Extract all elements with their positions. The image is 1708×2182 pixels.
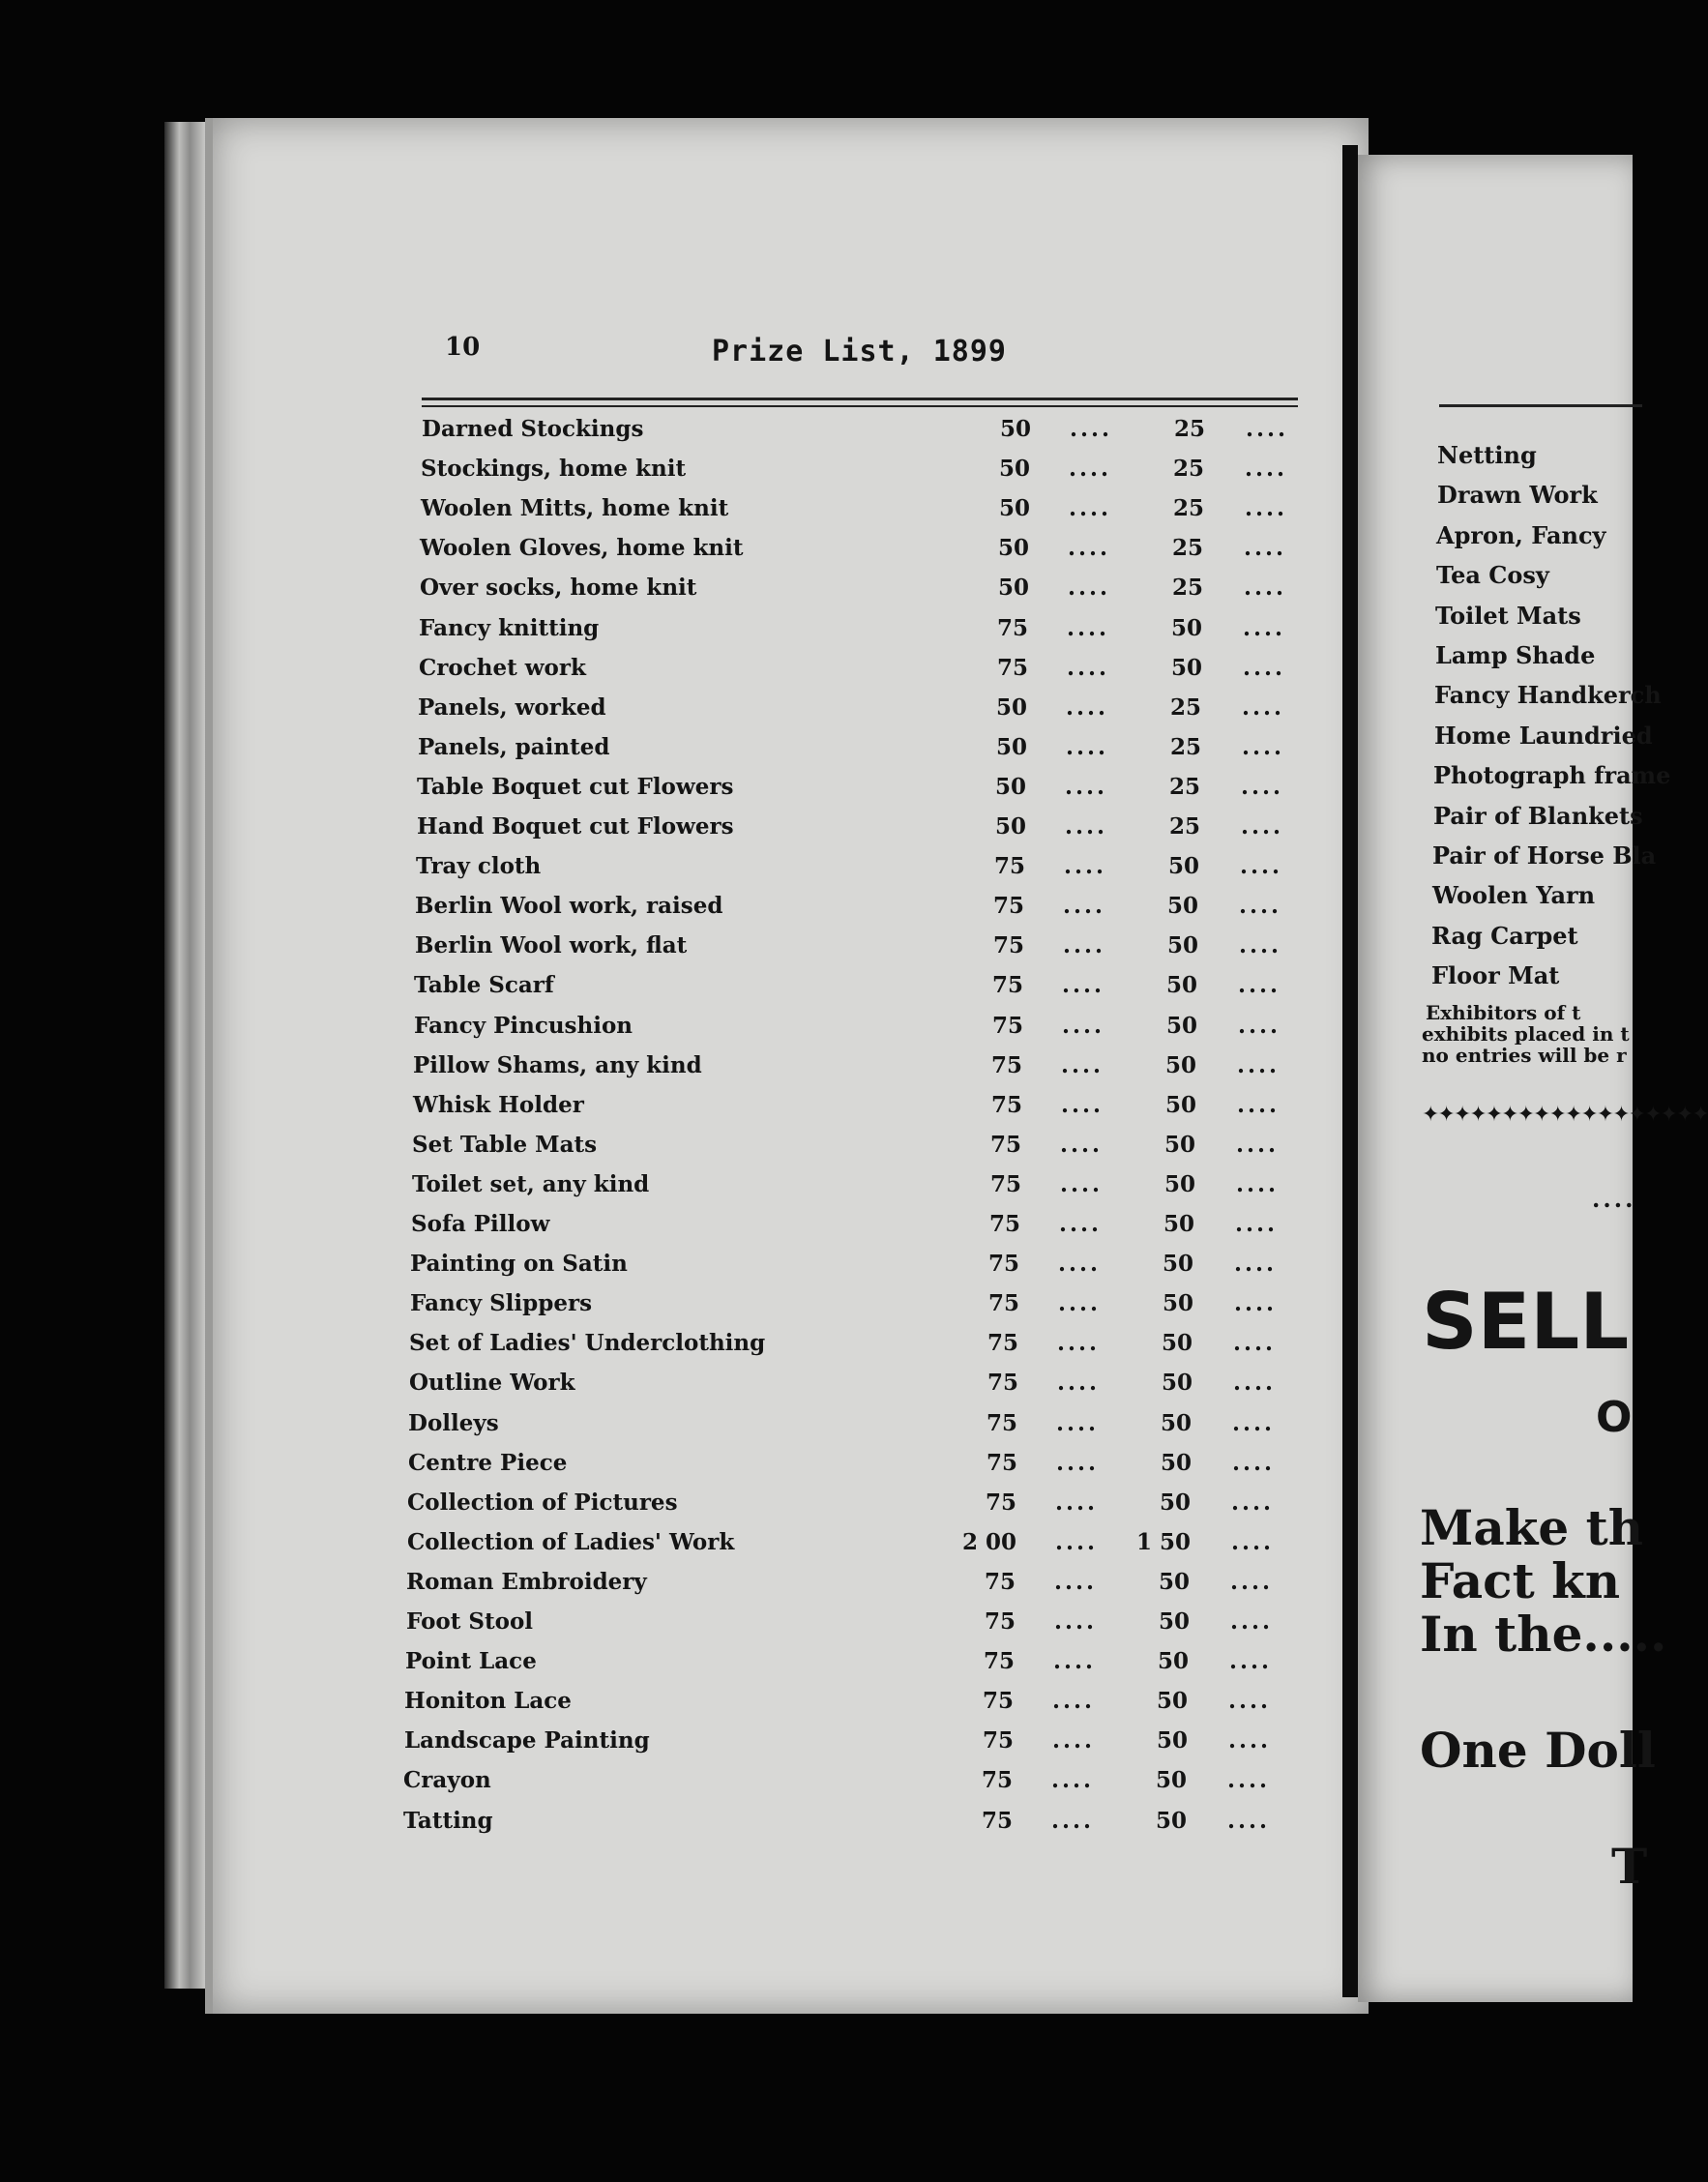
first-prize: 75 [985, 1489, 1016, 1516]
leader-dots: .... [1245, 495, 1288, 521]
leader-dots: .... [1240, 853, 1283, 879]
first-prize: 50 [995, 694, 1027, 721]
prize-item-name: Outline Work [409, 1370, 575, 1396]
leader-dots: .... [1065, 774, 1108, 800]
advert-letter: T [1611, 1838, 1648, 1895]
prize-item-name: Woolen Gloves, home knit [420, 535, 744, 561]
leader-dots: .... [1070, 416, 1113, 442]
leader-dots: .... [1230, 1608, 1274, 1635]
first-prize: 75 [987, 1370, 1018, 1396]
first-prize: 75 [986, 1410, 1017, 1436]
leader-dots: .... [1230, 1569, 1274, 1595]
advert-line: Make th [1420, 1499, 1644, 1556]
second-prize: 50 [1161, 1330, 1193, 1356]
prize-item-name: Collection of Pictures [407, 1489, 678, 1516]
prize-item-name: Whisk Holder [413, 1092, 584, 1118]
prize-row [414, 972, 1290, 1011]
prize-row [418, 734, 1294, 773]
note-line: exhibits placed in t [1422, 1022, 1630, 1046]
leader-dots: .... [1229, 1648, 1273, 1674]
prize-row [404, 1727, 1281, 1766]
first-prize: 75 [996, 615, 1028, 641]
second-prize: 25 [1169, 734, 1201, 760]
prize-item-name: Landscape Painting [404, 1727, 650, 1754]
leader-dots: .... [1236, 1171, 1280, 1197]
prize-item-name: Honiton Lace [404, 1688, 572, 1714]
advert-headline: SELL [1422, 1277, 1630, 1367]
prize-item-name: Centre Piece [408, 1450, 568, 1476]
second-prize: 50 [1167, 853, 1199, 879]
prize-row [409, 1330, 1285, 1369]
second-prize: 50 [1166, 932, 1198, 958]
first-prize: 75 [992, 932, 1024, 958]
first-prize: 50 [995, 734, 1027, 760]
prize-item-name: Point Lace [405, 1648, 537, 1674]
ornament-rule: ✦✦✦✦✦✦✦✦✦✦✦✦✦✦✦✦✦✦ [1422, 1103, 1708, 1127]
second-prize: 50 [1156, 1688, 1188, 1714]
prize-item-name: Tatting [403, 1808, 493, 1834]
prize-row [413, 1052, 1289, 1091]
prize-item-name: Panels, painted [418, 734, 610, 760]
prize-row [421, 456, 1297, 494]
second-prize: 50 [1170, 655, 1202, 681]
first-prize: 75 [991, 972, 1023, 998]
prize-item-name: Set of Ladies' Underclothing [409, 1330, 766, 1356]
first-prize: 75 [992, 893, 1024, 919]
prize-row [416, 853, 1292, 892]
first-prize: 50 [994, 813, 1026, 840]
leader-dots: .... [1051, 1808, 1095, 1834]
leader-dots: .... [1244, 575, 1287, 601]
prize-row [414, 1013, 1290, 1051]
right-page-item: Drawn Work [1437, 481, 1598, 509]
second-prize: 50 [1170, 615, 1202, 641]
leader-dots: .... [1236, 1132, 1280, 1158]
leader-dots: .... [1065, 813, 1108, 840]
leader-dots: .... [1237, 1052, 1281, 1078]
prize-item-name: Dolleys [408, 1410, 499, 1436]
prize-item-name: Panels, worked [418, 694, 606, 721]
prize-item-name: Collection of Ladies' Work [407, 1529, 735, 1555]
second-prize: 50 [1163, 1132, 1195, 1158]
leader-dots: .... [1055, 1489, 1099, 1516]
second-prize: 50 [1165, 1013, 1197, 1039]
first-prize: 75 [986, 1450, 1017, 1476]
prize-item-name: Table Boquet cut Flowers [417, 774, 734, 800]
prize-row [415, 893, 1291, 931]
prize-row [407, 1489, 1283, 1528]
prize-row [410, 1251, 1286, 1289]
leader-dots: .... [1064, 853, 1107, 879]
advert-letter: O [1596, 1393, 1633, 1442]
prize-row [420, 535, 1296, 574]
right-page-item: Tea Cosy [1436, 561, 1549, 589]
second-prize: 50 [1160, 1450, 1192, 1476]
leader-dots: .... [1243, 655, 1286, 681]
prize-item-name: Tray cloth [416, 853, 542, 879]
leader-dots: .... [1057, 1370, 1101, 1396]
prize-item-name: Over socks, home knit [420, 575, 697, 601]
leader-dots: .... [1227, 1767, 1271, 1793]
leader-dots: .... [1059, 1211, 1103, 1237]
header-rule [422, 405, 1298, 407]
first-prize: 75 [982, 1727, 1014, 1754]
leader-dots: .... [1235, 1211, 1279, 1237]
second-prize: 50 [1159, 1489, 1191, 1516]
leader-dots: .... [1068, 535, 1111, 561]
prize-row [411, 1211, 1287, 1250]
advert-line: In the..... [1420, 1606, 1667, 1663]
first-prize: 75 [981, 1767, 1013, 1793]
leader-dots: .... [1227, 1808, 1271, 1834]
first-prize: 75 [987, 1251, 1019, 1277]
first-prize: 75 [991, 1013, 1023, 1039]
prize-item-name: Crochet work [419, 655, 586, 681]
prize-item-name: Berlin Wool work, raised [415, 893, 723, 919]
second-prize: 50 [1156, 1727, 1188, 1754]
second-prize: 50 [1166, 893, 1198, 919]
leader-dots: .... [1241, 813, 1284, 840]
second-prize: 25 [1168, 813, 1200, 840]
leader-dots: .... [1053, 1648, 1097, 1674]
prize-item-name: Fancy Pincushion [414, 1013, 633, 1039]
prize-item-name: Roman Embroidery [406, 1569, 647, 1595]
first-prize: 75 [989, 1171, 1021, 1197]
second-prize: 50 [1158, 1608, 1190, 1635]
second-prize: 50 [1162, 1290, 1193, 1316]
prize-row [419, 615, 1295, 654]
leader-dots: .... [1228, 1727, 1272, 1754]
prize-row [408, 1410, 1284, 1449]
first-prize: 75 [989, 1132, 1021, 1158]
prize-item-name: Crayon [403, 1767, 491, 1793]
leader-dots: .... [1061, 1092, 1104, 1118]
leader-dots: .... [1243, 615, 1286, 641]
advert-line: Fact kn [1420, 1552, 1621, 1609]
prize-item-name: Pillow Shams, any kind [413, 1052, 702, 1078]
prize-item-name: Hand Boquet cut Flowers [417, 813, 734, 840]
advert-line: One Doll [1420, 1722, 1656, 1779]
running-title: Prize List, 1899 [712, 335, 1007, 369]
leader-dots: .... [1060, 1171, 1104, 1197]
second-prize: 50 [1163, 1171, 1195, 1197]
first-prize: 75 [990, 1052, 1022, 1078]
first-prize: 75 [987, 1330, 1018, 1356]
second-prize: 25 [1168, 774, 1200, 800]
first-prize: 75 [982, 1688, 1014, 1714]
first-prize: 75 [996, 655, 1028, 681]
prize-row [412, 1171, 1288, 1210]
leader-dots: .... [1237, 1092, 1281, 1118]
leader-dots: .... [1062, 972, 1105, 998]
right-page-item: Netting [1437, 441, 1537, 469]
leader-dots: .... [1232, 1410, 1276, 1436]
leader-dots: .... [1051, 1767, 1095, 1793]
second-prize: 50 [1161, 1370, 1193, 1396]
prize-row [403, 1808, 1280, 1846]
first-prize: 75 [987, 1290, 1019, 1316]
leader-dots: .... [1239, 932, 1282, 958]
note-line: no entries will be r [1422, 1044, 1627, 1067]
second-prize: 25 [1171, 535, 1203, 561]
prize-item-name: Sofa Pillow [411, 1211, 550, 1237]
right-page-item: Pair of Horse Bla [1432, 841, 1657, 870]
leader-dots: .... [1244, 535, 1287, 561]
leader-dots: .... [1058, 1251, 1102, 1277]
leader-dots: .... [1055, 1529, 1099, 1555]
leader-dots: .... [1060, 1132, 1104, 1158]
prize-row [421, 495, 1297, 534]
first-prize: 50 [994, 774, 1026, 800]
prize-row [418, 694, 1294, 733]
right-page-item: Pair of Blankets [1433, 802, 1643, 830]
right-page-item: Toilet Mats [1435, 602, 1581, 630]
dots: .... [1592, 1185, 1636, 1213]
prize-item-name: Toilet set, any kind [412, 1171, 650, 1197]
second-prize: 25 [1169, 694, 1201, 721]
second-prize: 25 [1172, 456, 1204, 482]
prize-item-name: Darned Stockings [422, 416, 644, 442]
leader-dots: .... [1239, 893, 1282, 919]
leader-dots: .... [1246, 416, 1289, 442]
prize-item-name: Foot Stool [406, 1608, 534, 1635]
first-prize: 50 [998, 495, 1030, 521]
prize-item-name: Fancy knitting [419, 615, 600, 641]
prize-row [405, 1648, 1281, 1687]
first-prize: 75 [983, 1648, 1015, 1674]
note-line: Exhibitors of t [1426, 1001, 1581, 1024]
leader-dots: .... [1069, 495, 1112, 521]
second-prize: 50 [1164, 1092, 1196, 1118]
leader-dots: .... [1052, 1727, 1096, 1754]
leader-dots: .... [1069, 456, 1112, 482]
prize-item-name: Table Scarf [414, 972, 554, 998]
prize-row [419, 655, 1295, 693]
leader-dots: .... [1054, 1608, 1098, 1635]
first-prize: 50 [997, 535, 1029, 561]
first-prize: 75 [993, 853, 1025, 879]
leader-dots: .... [1063, 893, 1106, 919]
prize-row [406, 1608, 1282, 1647]
prize-item-name: Stockings, home knit [421, 456, 687, 482]
prize-row [412, 1132, 1288, 1170]
second-prize: 50 [1155, 1808, 1187, 1834]
leader-dots: .... [1058, 1290, 1102, 1316]
second-prize: 50 [1158, 1569, 1190, 1595]
leader-dots: .... [1231, 1529, 1275, 1555]
leader-dots: .... [1063, 932, 1106, 958]
prize-item-name: Woolen Mitts, home knit [421, 495, 729, 521]
right-page-item: Home Laundried [1434, 722, 1653, 750]
first-prize: 75 [984, 1608, 1016, 1635]
leader-dots: .... [1068, 575, 1111, 601]
second-prize: 50 [1162, 1251, 1193, 1277]
right-page-item: Rag Carpet [1431, 922, 1578, 950]
second-prize: 25 [1172, 495, 1204, 521]
prize-row [413, 1092, 1289, 1131]
leader-dots: .... [1234, 1251, 1278, 1277]
header-rule [1439, 404, 1642, 407]
leader-dots: .... [1066, 694, 1109, 721]
leader-dots: .... [1056, 1410, 1100, 1436]
leader-dots: .... [1061, 1052, 1104, 1078]
book-gutter [1342, 145, 1358, 1997]
prize-row [422, 416, 1298, 455]
right-page-item: Fancy Handkerch [1434, 681, 1662, 709]
prize-item-name: Fancy Slippers [410, 1290, 593, 1316]
right-page-item: Floor Mat [1431, 961, 1560, 989]
leader-dots: .... [1242, 694, 1285, 721]
right-page-item: Woolen Yarn [1432, 881, 1596, 909]
prize-row [407, 1529, 1283, 1568]
leader-dots: .... [1067, 655, 1110, 681]
second-prize: 50 [1160, 1410, 1192, 1436]
second-prize: 50 [1164, 1052, 1196, 1078]
prize-row [408, 1450, 1284, 1489]
first-prize: 50 [999, 416, 1031, 442]
prize-item-name: Set Table Mats [412, 1132, 598, 1158]
book-page-edge [164, 122, 207, 1989]
leader-dots: .... [1231, 1489, 1275, 1516]
prize-row [406, 1569, 1282, 1607]
leader-dots: .... [1234, 1290, 1278, 1316]
leader-dots: .... [1067, 615, 1110, 641]
second-prize: 25 [1171, 575, 1203, 601]
prize-item-name: Berlin Wool work, flat [415, 932, 688, 958]
leader-dots: .... [1245, 456, 1288, 482]
prize-row [417, 813, 1293, 852]
prize-row [404, 1688, 1281, 1726]
first-prize: 75 [990, 1092, 1022, 1118]
leader-dots: .... [1066, 734, 1109, 760]
prize-row [417, 774, 1293, 812]
leader-dots: .... [1242, 734, 1285, 760]
second-prize: 50 [1157, 1648, 1189, 1674]
second-prize: 1 50 [1135, 1529, 1191, 1555]
prize-row [409, 1370, 1285, 1408]
leader-dots: .... [1052, 1688, 1096, 1714]
right-page-item: Apron, Fancy [1436, 521, 1606, 549]
leader-dots: .... [1228, 1688, 1272, 1714]
first-prize: 75 [988, 1211, 1020, 1237]
prize-row [415, 932, 1291, 971]
page-header [422, 327, 1298, 424]
leader-dots: .... [1241, 774, 1284, 800]
leader-dots: .... [1056, 1450, 1100, 1476]
first-prize: 50 [997, 575, 1029, 601]
right-page-item: Lamp Shade [1435, 641, 1596, 669]
second-prize: 50 [1155, 1767, 1187, 1793]
leader-dots: .... [1238, 1013, 1281, 1039]
leader-dots: .... [1238, 972, 1281, 998]
right-page [1358, 155, 1708, 2002]
leader-dots: .... [1233, 1330, 1277, 1356]
page-number: 10 [445, 333, 481, 362]
first-prize: 75 [984, 1569, 1016, 1595]
second-prize: 50 [1165, 972, 1197, 998]
first-prize: 2 00 [961, 1529, 1016, 1555]
right-page-item: Photograph frame [1433, 761, 1671, 789]
header-rule [422, 398, 1298, 400]
leader-dots: .... [1054, 1569, 1098, 1595]
prize-item-name: Painting on Satin [410, 1251, 628, 1277]
second-prize: 25 [1173, 416, 1205, 442]
prize-row [410, 1290, 1286, 1329]
prize-row [420, 575, 1296, 613]
leader-dots: .... [1057, 1330, 1101, 1356]
leader-dots: .... [1062, 1013, 1105, 1039]
leader-dots: .... [1233, 1370, 1277, 1396]
first-prize: 50 [998, 456, 1030, 482]
leader-dots: .... [1232, 1450, 1276, 1476]
second-prize: 50 [1163, 1211, 1194, 1237]
prize-row [403, 1767, 1280, 1806]
first-prize: 75 [981, 1808, 1013, 1834]
